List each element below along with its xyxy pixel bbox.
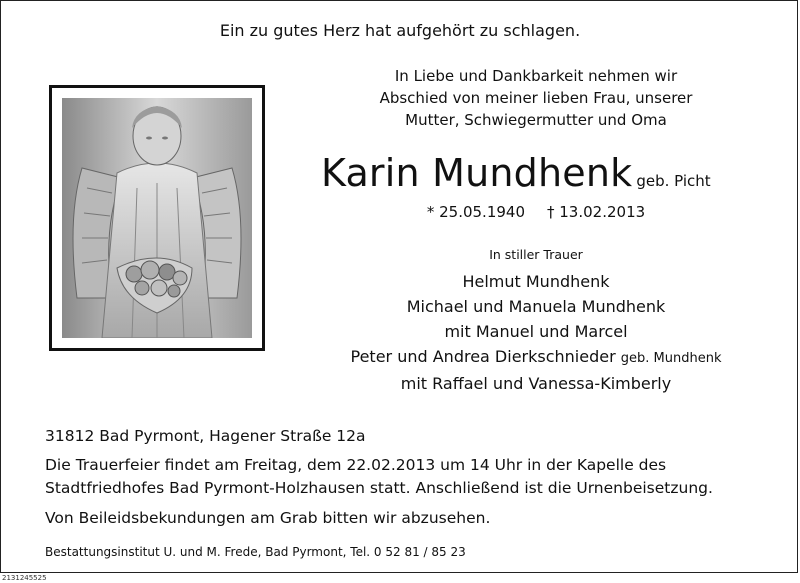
birth-date: * 25.05.1940	[426, 203, 525, 221]
deceased-name-row	[321, 151, 711, 195]
condolences-note: Von Beileidsbekundungen am Grab bitten wir abzusehen.	[45, 509, 491, 527]
mourners-list	[301, 269, 771, 396]
mourner-line: mit Raffael und Vanessa-Kimberly	[400, 374, 672, 393]
mourner-maiden-note: geb. Mundhenk	[620, 351, 722, 366]
farewell-line: Abschied von meiner lieben Frau, unserer	[379, 89, 693, 107]
reference-number: 2131245525	[2, 574, 47, 582]
undertaker-info: Bestattungsinstitut U. und M. Frede, Bad Pyrmont, Tel. 0 52 81 / 85 23	[45, 545, 466, 559]
angel-statue-photo	[62, 98, 252, 338]
mourner-line: mit Manuel und Marcel	[444, 322, 628, 341]
death-date: † 13.02.2013	[547, 203, 646, 221]
farewell-line: Mutter, Schwiegermutter und Oma	[405, 111, 667, 129]
deceased-name: Karin Mundhenk	[321, 151, 633, 195]
mourner-line: Helmut Mundhenk	[462, 272, 610, 291]
address: 31812 Bad Pyrmont, Hagener Straße 12a	[45, 427, 366, 445]
headline: Ein zu gutes Herz hat aufgehört zu schlagen.	[219, 21, 581, 40]
mourner-name: Peter und Andrea Dierkschnieder	[350, 347, 616, 366]
mourner-line	[301, 344, 771, 371]
ceremony-info: Die Trauerfeier findet am Freitag, dem 22.02.2013 um 14 Uhr in der Kapelle des Stadtfriedhofes Bad Pyrmont-Holzhausen statt. Anschließend ist die Urnenbeisetzung.	[45, 456, 713, 497]
farewell-line: In Liebe und Dankbarkeit nehmen wir	[394, 67, 678, 85]
angel-photo-frame	[49, 85, 265, 351]
maiden-name: geb. Picht	[636, 172, 711, 190]
mourning-intro: In stiller Trauer	[489, 247, 583, 262]
life-dates	[331, 203, 741, 221]
mourner-line: Michael und Manuela Mundhenk	[406, 297, 666, 316]
farewell-text	[331, 65, 741, 131]
